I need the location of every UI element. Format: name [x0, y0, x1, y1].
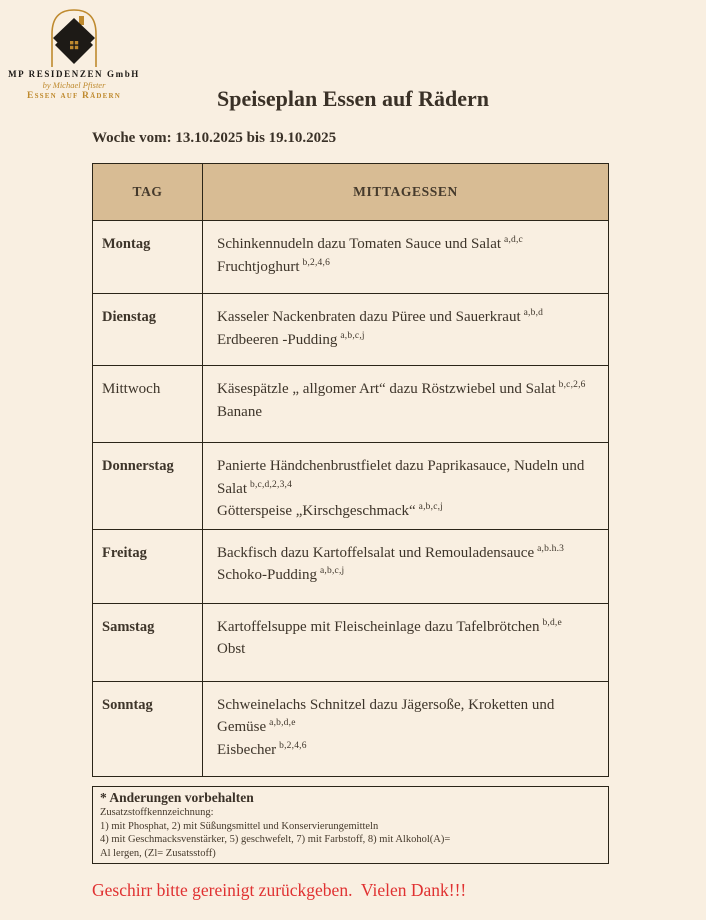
day-label: Freitag: [93, 529, 203, 603]
meal-text: Käsespätzle „ allgomer Art“ dazu Röstzwiebel und Salat: [217, 381, 556, 397]
meal-item: [217, 694, 600, 739]
table-row: [93, 681, 609, 776]
meal-text: Fruchtjoghurt: [217, 258, 300, 275]
day-label: Donnerstag: [93, 443, 203, 530]
meal-cell: [203, 603, 609, 681]
return-dishes-note: Geschirr bitte gereinigt zurückgeben. Vielen Dank!!!: [92, 880, 467, 900]
meal-text: Erdbeeren -Pudding: [217, 331, 338, 348]
day-label: Mittwoch: [93, 366, 203, 443]
meal-text: Banane: [217, 403, 262, 420]
meal-text: Götterspeise „Kirschgeschmack“: [217, 503, 416, 519]
meal-item: [217, 306, 600, 329]
meal-item: [217, 455, 600, 500]
meal-item: [217, 256, 600, 279]
additive-codes: a,b.h.3: [537, 543, 565, 554]
meal-item: [217, 616, 600, 639]
meal-text: Schinkennudeln dazu Tomaten Sauce und Salat: [217, 236, 502, 252]
menu-table: [92, 163, 609, 777]
table-row: [93, 221, 609, 294]
legend-line: 1) mit Phosphat, 2) mit Süßungsmittel und Konservierungemitteln: [100, 820, 379, 832]
meal-item: [217, 739, 600, 762]
table-header-row: [93, 164, 609, 221]
additives-legend-box: [92, 786, 609, 864]
additive-codes: a,b,d,e: [269, 718, 296, 728]
table-row: [93, 294, 609, 366]
meal-text: Obst: [217, 641, 246, 657]
meal-item: [217, 378, 600, 401]
additive-codes: a,b,c,j: [418, 502, 444, 512]
additive-codes: a,d,c: [504, 235, 523, 245]
table-row: [93, 529, 609, 603]
meal-cell: [203, 366, 609, 443]
meal-text: Schoko-Pudding: [217, 567, 318, 583]
page-title: Speiseplan Essen auf Rädern: [216, 86, 489, 111]
meal-cell: [203, 681, 609, 776]
legend-line: Zusatzstoffkennzeichnung:: [100, 807, 214, 818]
meal-item: [217, 233, 600, 256]
legend-line: 4) mit Geschmacksvenstärker, 5) geschwefelt, 7) mit Farbstoff, 8) mit Alkohol(A)=: [100, 834, 451, 846]
meal-cell: [203, 443, 609, 530]
legend-line: Al lergen, (Zl= Zusatsstoff): [100, 847, 216, 859]
meal-text: Schweinelachs Schnitzel dazu Jägersoße, Kroketten und Gemüse: [217, 696, 555, 735]
additive-codes: b,c,2,6: [558, 380, 586, 390]
meal-cell: [203, 294, 609, 366]
table-row: [93, 443, 609, 530]
meal-item: [217, 401, 600, 424]
column-header-lunch: MITTAGESSEN: [203, 164, 609, 221]
week-range: Woche vom: 13.10.2025 bis 19.10.2025: [92, 130, 337, 146]
column-header-day: TAG: [93, 164, 203, 221]
legend-heading: * Anderungen vorbehalten: [100, 790, 254, 805]
additive-codes: a,b,c,j: [340, 330, 365, 341]
day-label: Samstag: [93, 603, 203, 681]
additive-codes: b,c,d,2,3,4: [250, 479, 293, 490]
table-row: [93, 603, 609, 681]
additive-codes: b,2,4,6: [302, 257, 331, 268]
additive-codes: b,d,e: [542, 617, 562, 628]
table-row: [93, 366, 609, 443]
logo-company-name: MP RESIDENZEN GmbH: [8, 69, 140, 79]
house-arch-icon: [8, 6, 140, 68]
meal-item: [217, 564, 600, 587]
meal-text: Kasseler Nackenbraten dazu Püree und Sauerkraut: [217, 309, 521, 325]
day-label: Montag: [93, 221, 203, 294]
meal-item: [217, 542, 600, 565]
meal-cell: [203, 221, 609, 294]
meal-text: Panierte Händchenbrustfielet dazu Paprikasauce, Nudeln und Salat: [217, 458, 585, 497]
day-label: Dienstag: [93, 294, 203, 366]
logo-subtitle: Essen auf Rädern: [27, 91, 121, 101]
meal-item: [217, 329, 600, 352]
meal-cell: [203, 529, 609, 603]
day-label: Sonntag: [93, 681, 203, 776]
meal-item: [217, 500, 600, 523]
meal-text: Backfisch dazu Kartoffelsalat und Remouladensauce: [217, 544, 535, 561]
additive-codes: a,b,d: [523, 308, 544, 318]
additive-codes: b,2,4,6: [279, 740, 307, 751]
meal-item: [217, 638, 600, 661]
meal-text: Eisbecher: [217, 741, 277, 758]
logo-tagline: by Michael Pfister: [42, 80, 106, 90]
additive-codes: a,b,c,j: [320, 566, 345, 576]
meal-text: Kartoffelsuppe mit Fleischeinlage dazu Tafelbrötchen: [217, 618, 540, 635]
